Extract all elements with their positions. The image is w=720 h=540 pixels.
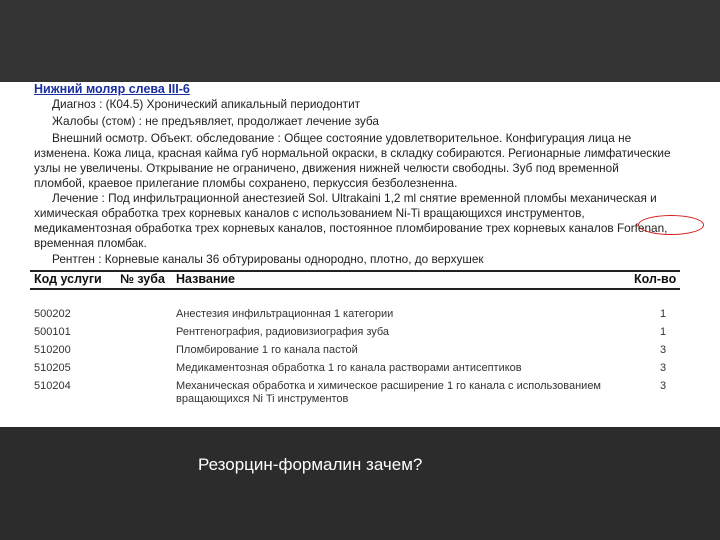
treatment-line-4: временная пломбак.: [34, 236, 147, 250]
row-3-code: 510200: [34, 344, 71, 356]
top-dark-band: [0, 0, 720, 82]
row-5-name-line-1: Механическая обработка и химическое расширение 1 го канала с использованием: [176, 380, 601, 392]
xray-line: Рентген : Корневые каналы 36 обтурированы однородно, плотно, до верхушек: [52, 252, 484, 266]
exam-line-3: узлы не увеличены. Открывание не ограничено, движения нижней челюсти свободны. Зуб под временной: [34, 161, 619, 175]
row-1-code: 500202: [34, 308, 71, 320]
complaints-line: Жалобы (стом) : не предъявляет, продолжает лечение зуба: [52, 114, 379, 128]
row-3-qty: 3: [660, 344, 667, 356]
row-2-code: 500101: [34, 326, 71, 338]
exam-line-2: изменена. Кожа лица, красная кайма губ нормальной окраски, в складку собираются. Регионарные лимфатические: [34, 146, 671, 160]
table-header-rule: [30, 288, 680, 290]
row-1-qty: 1: [660, 308, 667, 320]
header-tooth: № зуба: [120, 272, 165, 286]
row-1-name: Анестезия инфильтрационная 1 категории: [176, 308, 394, 320]
record-title: Нижний моляр слева III-6: [34, 82, 190, 96]
row-3-name: Пломбирование 1 го канала пастой: [176, 344, 358, 356]
medical-record-scan: [0, 82, 720, 427]
header-code: Код услуги: [34, 272, 102, 286]
row-5-qty: 3: [660, 380, 667, 392]
exam-line-1: Внешний осмотр. Объект. обследование : Общее состояние удовлетворительное. Конфигурация лица не: [52, 131, 632, 145]
diagnosis-line: Диагноз : (К04.5) Хронический апикальный периодонтит: [52, 97, 361, 111]
header-qty: Кол-во: [634, 272, 677, 286]
row-2-name: Рентгенография, радиовизиография зуба: [176, 326, 390, 338]
treatment-line-1: Лечение : Под инфильтрационной анестезией Sol. Ultrakaini 1,2 ml снятие временной пломбы механическая и: [52, 191, 657, 205]
header-name: Название: [176, 272, 236, 286]
row-4-code: 510205: [34, 362, 71, 374]
treatment-line-2: химическая обработка трех корневых каналов с использованием Ni-Ti вращающихся инструментов,: [34, 206, 585, 220]
row-5-name-line-2: вращающихся Ni Ti инструментов: [176, 393, 349, 405]
treatment-line-3: медикаментозная обработка трех корневых каналов, постоянное пломбирование трех корневых каналов Forfenan,: [34, 221, 668, 235]
bottom-dark-band: [0, 427, 720, 540]
row-2-qty: 1: [660, 326, 667, 338]
row-4-name: Медикаментозная обработка 1 го канала растворами антисептиков: [176, 362, 522, 374]
exam-line-4: пломбой, краевое прилегание пломбы сохранено, перкуссия безболезненна.: [34, 176, 458, 190]
row-4-qty: 3: [660, 362, 667, 374]
slide-caption: Резорцин-формалин зачем?: [198, 455, 423, 474]
forfenan-highlight-circle: [638, 215, 704, 235]
row-5-code: 510204: [34, 380, 71, 392]
